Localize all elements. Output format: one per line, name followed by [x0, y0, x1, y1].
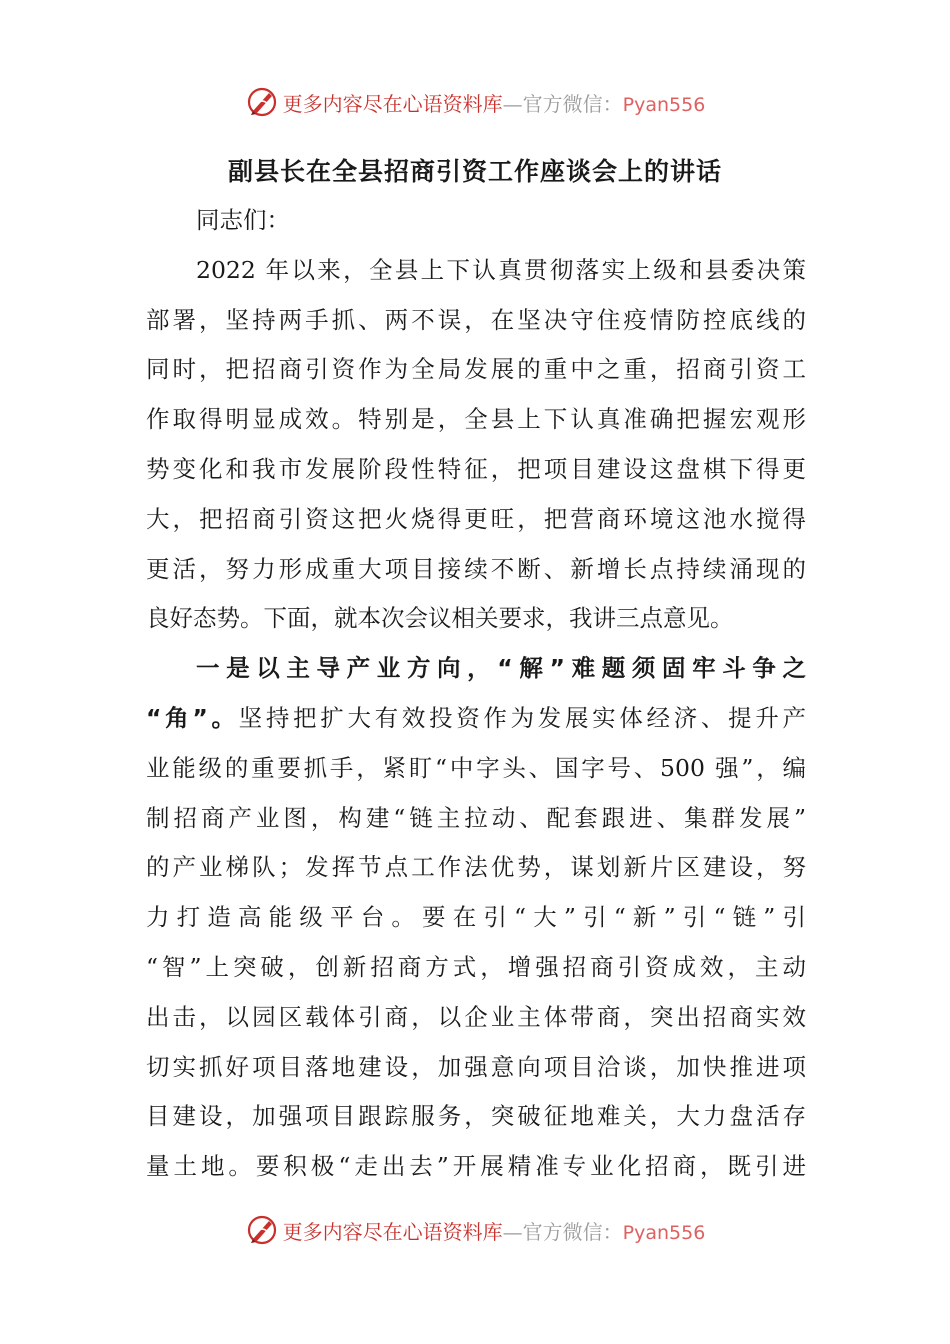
- watermark-text: 更多内容尽在心语资料库—官方微信：Pyan556: [282, 91, 706, 116]
- paragraph-line: 量土地。要积极“走出去”开展精准专业化招商，既引进: [146, 1152, 806, 1181]
- paragraph-line: 的产业梯队；发挥节点工作法优势，谋划新片区建设，努: [146, 853, 806, 882]
- pen-logo-icon: [245, 85, 279, 119]
- paragraph-line: 更活，努力形成重大项目接续不断、新增长点持续涌现的: [146, 554, 806, 583]
- section-heading: 一是以主导产业方向，“解”难题须固牢斗争之: [196, 654, 806, 683]
- document-body: [146, 196, 806, 1192]
- paragraph-line: 势变化和我市发展阶段性特征，把项目建设这盘棋下得更: [146, 454, 806, 483]
- paragraph-line: 目建设，加强项目跟踪服务，突破征地难关，大力盘活存: [146, 1102, 806, 1131]
- watermark-banner-top: [0, 82, 950, 122]
- pen-logo-icon: [245, 1213, 279, 1247]
- document-title: 副县长在全县招商引资工作座谈会上的讲话: [227, 157, 722, 186]
- paragraph-line: 作取得明显成效。特别是，全县上下认真准确把握宏观形: [146, 405, 806, 434]
- paragraph-line: 出击，以园区载体引商，以企业主体带商，突出招商实效: [146, 1002, 806, 1031]
- paragraph-line: “智”上突破，创新招商方式，增强招商引资成效，主动: [146, 952, 806, 981]
- greeting: 同志们：: [196, 206, 290, 234]
- paragraph-line: 部署，坚持两手抓、两不误，在坚决守住疫情防控底线的: [146, 305, 806, 334]
- watermark-text: 更多内容尽在心语资料库—官方微信：Pyan556: [282, 1219, 706, 1244]
- paragraph-line: 大，把招商引资这把火烧得更旺，把营商环境这池水搅得: [146, 504, 806, 533]
- section-heading-continuation: [146, 694, 806, 744]
- paragraph-line: 良好态势。下面，就本次会议相关要求，我讲三点意见。: [146, 604, 734, 633]
- watermark-banner-bottom: [0, 1210, 950, 1250]
- paragraph-line: 制招商产业图，构建“链主拉动、配套跟进、集群发展”: [146, 803, 806, 832]
- section-heading-end: “角”。: [146, 703, 239, 732]
- paragraph-line: 切实抓好项目落地建设，加强意向项目洽谈，加快推进项: [146, 1052, 806, 1081]
- paragraph-line: 同时，把招商引资作为全局发展的重中之重，招商引资工: [146, 355, 806, 384]
- paragraph-text: 坚持把扩大有效投资作为发展实体经济、提升产: [238, 703, 806, 732]
- paragraph-line: 业能级的重要抓手，紧盯“中字头、国字号、500 强”，编: [146, 753, 806, 782]
- paragraph-line: 2022 年以来，全县上下认真贯彻落实上级和县委决策: [196, 255, 806, 284]
- paragraph-line: 力打造高能级平台。要在引“大”引“新”引“链”引: [146, 903, 806, 932]
